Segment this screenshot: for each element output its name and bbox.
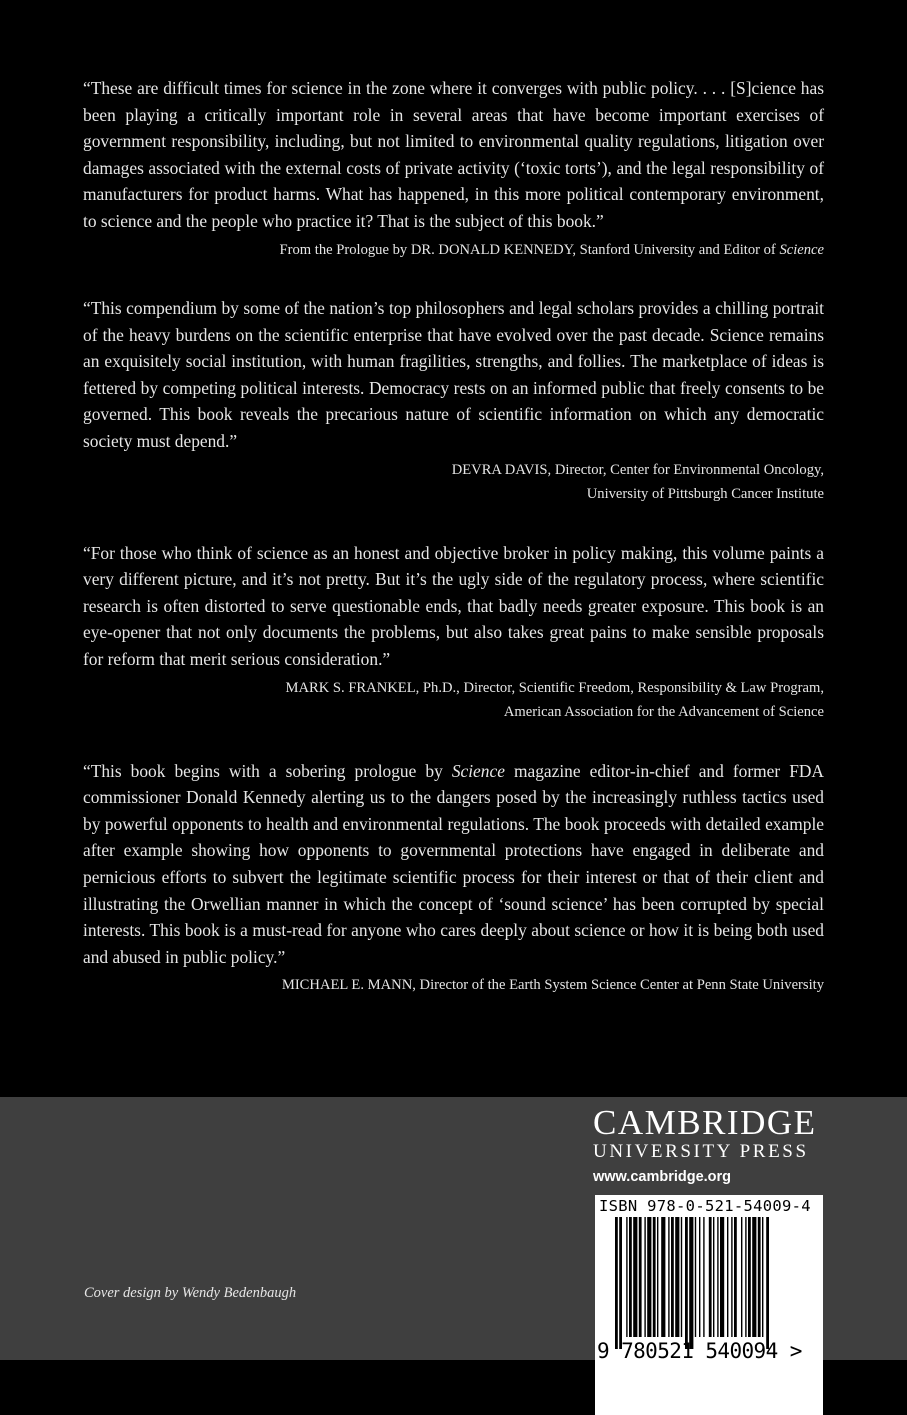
barcode-bar: [639, 1217, 642, 1337]
barcode-bar: [727, 1217, 728, 1337]
attribution-line: MARK S. FRANKEL, Ph.D., Director, Scientific Freedom, Responsibility & Law Program,: [285, 679, 824, 696]
blurb-quote: “These are difficult times for science in the zone where it converges with public policy. . . . [S]cience has been playing a critically important role in several areas that have become important exercises of government responsibility, including, but not limited to environmental quality regulations, litigation over damages associated with the external costs of private activity (‘toxic torts’), and the legal responsibility of manufacturers for product harms. What has happened, in this more political contemporary environment, to science and the people who practice it? That is the subject of this book.”: [83, 78, 824, 231]
barcode-bar: [675, 1217, 679, 1337]
barcode-bar: [748, 1217, 751, 1337]
blurb-attribution: [83, 458, 824, 507]
barcode-bar: [644, 1217, 645, 1337]
attribution-line: DEVRA DAVIS, Director, Center for Environmental Oncology,: [451, 461, 824, 478]
blurb-mann: [83, 758, 824, 998]
barcode-digits: 9 780521 540094 >: [597, 1339, 802, 1363]
barcode-bar: [758, 1217, 761, 1337]
publisher-logo: [593, 1105, 823, 1185]
barcode-bars: [595, 1195, 823, 1415]
blurb-kennedy: [83, 75, 824, 262]
barcode-bar: [629, 1217, 632, 1337]
barcode-bar: [699, 1217, 700, 1337]
barcode-bar: [653, 1217, 656, 1337]
blurb-attribution: [83, 238, 824, 263]
barcode-bar: [703, 1217, 704, 1337]
publisher-press: UNIVERSITY PRESS: [593, 1141, 809, 1162]
attribution-journal: Science: [779, 241, 824, 258]
barcode-bar: [668, 1217, 669, 1337]
publisher-footer: [0, 1097, 907, 1363]
barcode-bar: [709, 1217, 712, 1337]
quote-journal: Science: [451, 760, 505, 781]
blurb-quote: “This compendium by some of the nation’s top philosophers and legal scholars provides a chilling portrait of the heavy burdens on the scientific enterprise that have evolved over the past decade. Science remains an exquisitely social institution, with human fragilities, strengths, and follies. The marketplace of ideas is fettered by competing political interests. Democracy rests on an informed public that freely consents to be governed. This book reveals the precarious nature of scientific information on which any democratic society must depend.”: [83, 298, 824, 452]
isbn-label: ISBN 978-0-521-54009-4: [599, 1197, 811, 1215]
barcode-bar: [633, 1217, 637, 1337]
attribution-line: University of Pittsburgh Cancer Institute: [586, 486, 824, 503]
barcode-bar: [657, 1217, 658, 1337]
blurb-quote: [83, 758, 824, 971]
back-cover-blurbs: [83, 75, 824, 1044]
barcode-bar: [741, 1217, 742, 1337]
barcode-bar: [619, 1217, 622, 1349]
barcode-bar: [717, 1217, 718, 1337]
barcode-bar: [689, 1217, 693, 1349]
quote-pre: “This book begins with a sobering prologue by: [83, 760, 452, 781]
cover-design-credit: Cover design by Wendy Bedenbaugh: [84, 1285, 297, 1301]
blurb-frankel: [83, 540, 824, 725]
barcode-bar: [762, 1217, 763, 1337]
publisher-name: CAMBRIDGE: [593, 1103, 817, 1142]
barcode-bar: [720, 1217, 724, 1337]
barcode-bar: [734, 1217, 737, 1337]
barcode-bar: [695, 1217, 696, 1337]
blurb-attribution: MICHAEL E. MANN, Director of the Earth System Science Center at Penn State University: [281, 977, 824, 994]
attribution-line: American Association for the Advancement of Science: [503, 704, 824, 721]
barcode-bar: [615, 1217, 618, 1349]
barcode-bar: [661, 1217, 665, 1337]
attribution-pre: From the Prologue by DR. DONALD KENNEDY, Stanford University and Editor of: [279, 241, 780, 258]
barcode-bar: [671, 1217, 674, 1337]
publisher-url: www.cambridge.org: [593, 1169, 732, 1185]
isbn-barcode: [595, 1195, 823, 1415]
barcode-bar: [752, 1217, 756, 1337]
barcode-bar: [626, 1217, 627, 1337]
barcode-bar: [731, 1217, 732, 1337]
blurb-davis: [83, 295, 824, 507]
barcode-bar: [766, 1217, 769, 1349]
barcode-bar: [685, 1217, 688, 1349]
blurb-quote: “For those who think of science as an honest and objective broker in policy making, this volume paints a very different picture, and it’s not pretty. But it’s the ugly side of the regulatory process, where scientific research is often distorted to serve questionable ends, that badly needs greater exposure. This book is an eye-opener that not only documents the problems, but also takes great pains to make sensible proposals for reform that merit serious consideration.”: [83, 542, 824, 669]
quote-post: magazine editor-in-chief and former FDA commissioner Donald Kennedy alerting us to the dangers posed by the increasingly ruthless tactics used by powerful opponents to health and environmental regulations. The book proceeds with detailed example after example showing how opponents to governmental protections have engaged in deliberate and pernicious efforts to subvert the legitimate scientific process for their interest or that of their client and illustrating the Orwellian manner in which the concept of ‘sound science’ has been corrupted by special interests. This book is a must-read for anyone who cares deeply about science or how it is being both used and abused in public policy.”: [83, 760, 824, 967]
blurb-attribution: [83, 676, 824, 725]
barcode-bar: [745, 1217, 746, 1337]
barcode-bar: [713, 1217, 714, 1337]
barcode-bar: [647, 1217, 651, 1337]
barcode-bar: [681, 1217, 682, 1337]
